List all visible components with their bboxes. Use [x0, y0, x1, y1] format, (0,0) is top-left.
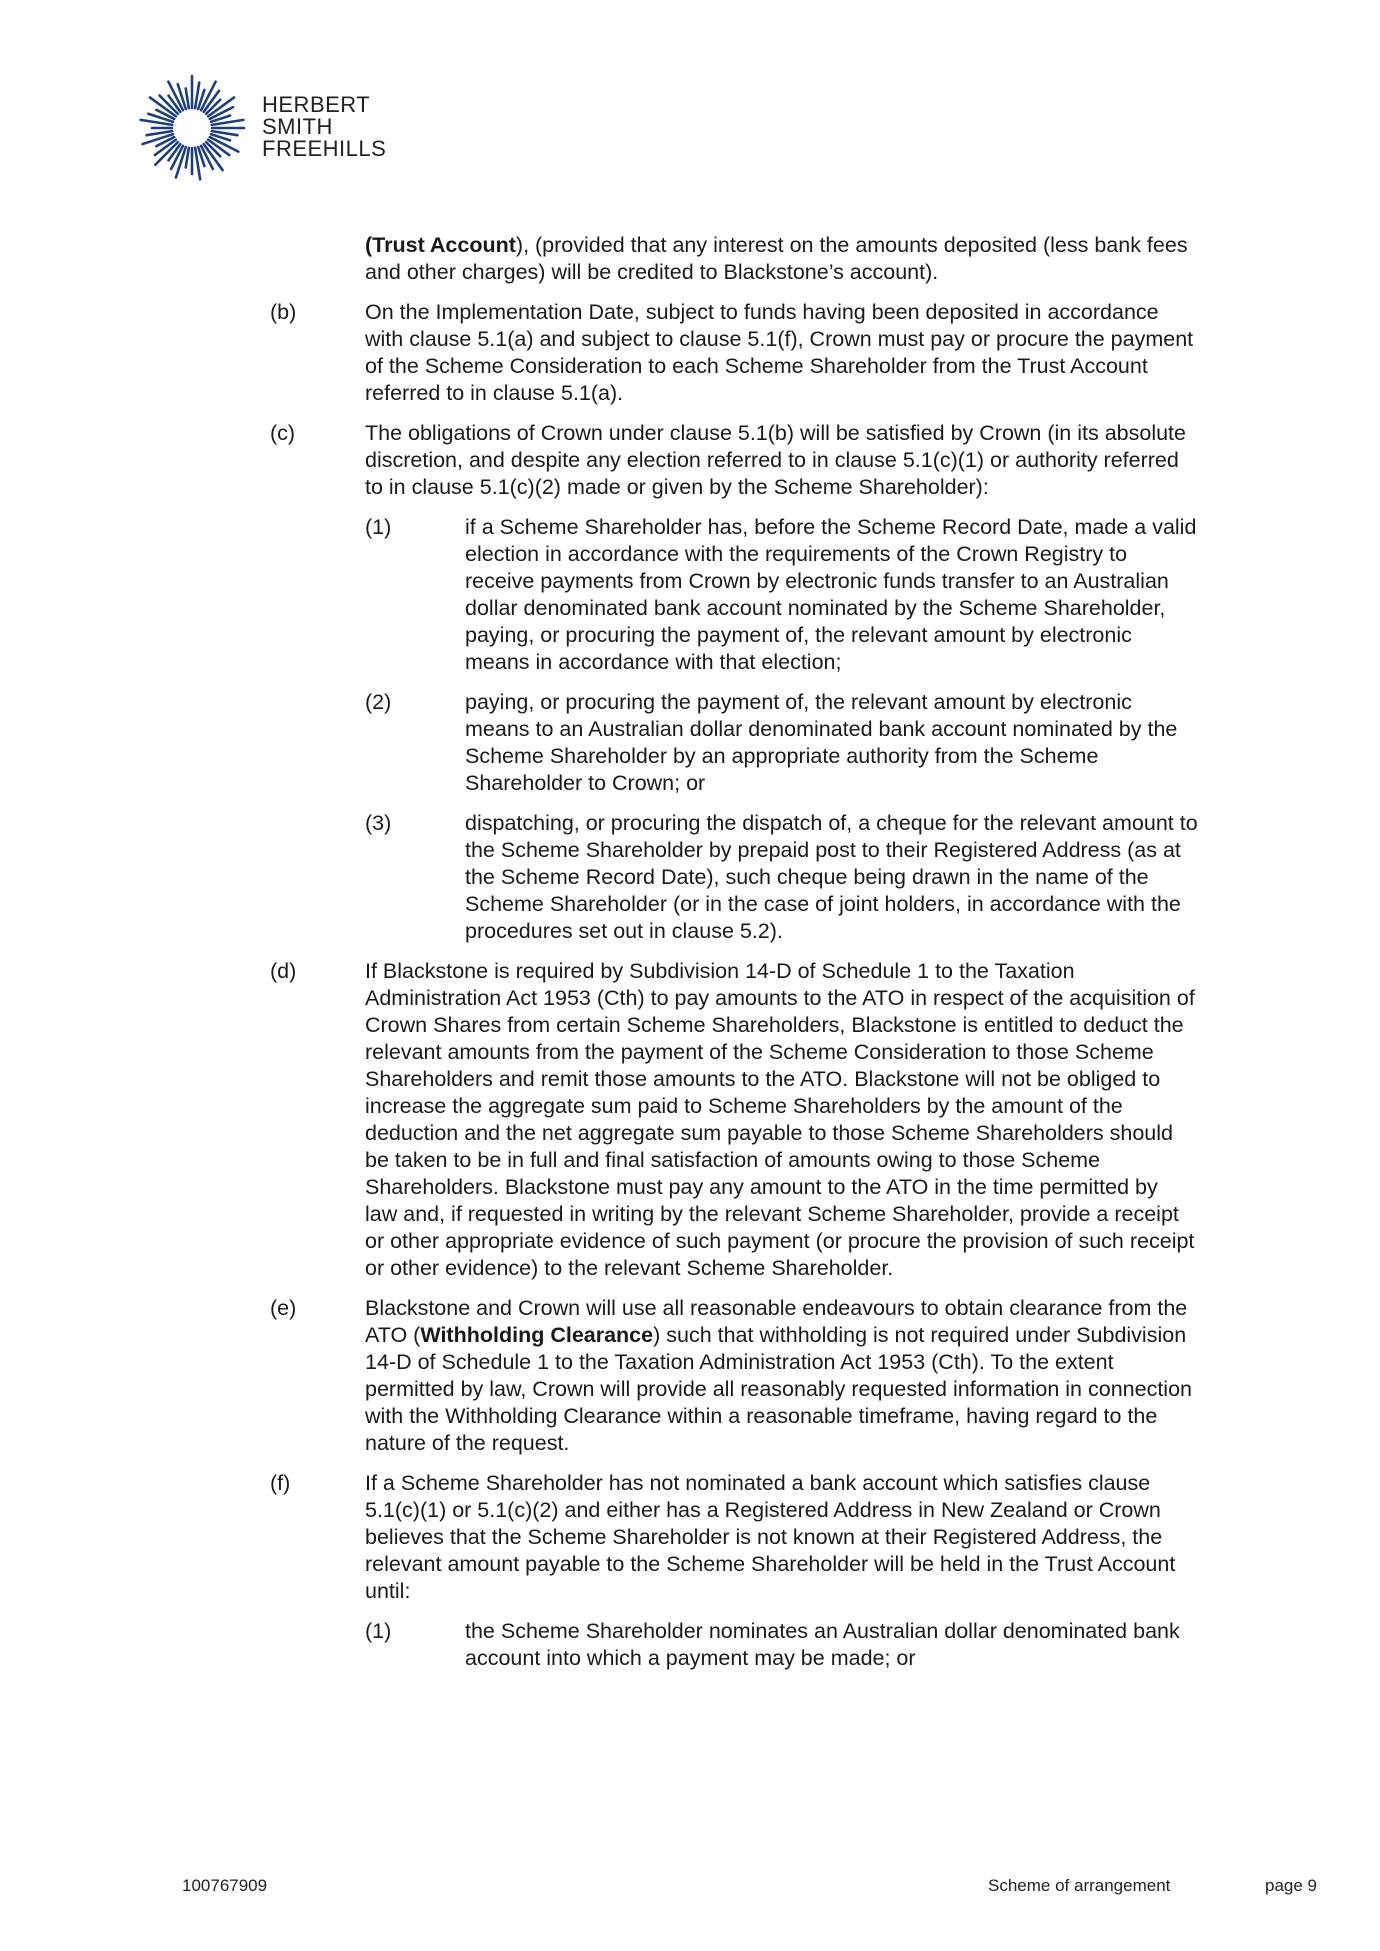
clause-paragraph	[0, 1295, 1195, 1457]
clause-paragraph	[0, 958, 1195, 1282]
clause-label: (d)	[270, 959, 297, 983]
clause-label: (3)	[365, 811, 392, 835]
clause-label: (c)	[270, 421, 296, 445]
clause-text: if a Scheme Shareholder has, before the Scheme Record Date, made a valid election in accordance with the requirements of the Crown Registry to receive payments from Crown by electronic funds transfer to an Australian dollar denominated bank account nominated by the Scheme Shareholder, paying, or procuring the payment of, the relevant amount by electronic means in accordance with that election;	[465, 515, 1197, 674]
clause-paragraph	[0, 1470, 1195, 1605]
clause-label: (f)	[270, 1471, 291, 1495]
firm-name-line-2: SMITH	[262, 114, 333, 139]
clause-text: paying, or procuring the payment of, the relevant amount by electronic means to an Australian dollar denominated bank account nominated by the Scheme Shareholder by an appropriate authority from the Scheme Shareholder to Crown; or	[465, 690, 1178, 795]
defined-term: (Trust Account	[365, 233, 516, 257]
firm-name	[262, 94, 386, 160]
clause-paragraph	[0, 810, 1200, 945]
document-number: 100767909	[182, 1876, 268, 1895]
clause-text: the Scheme Shareholder nominates an Australian dollar denominated bank account into which a payment may be made; or	[465, 1619, 1180, 1670]
clause-paragraph	[0, 299, 1195, 407]
clause-label: (1)	[365, 1619, 392, 1643]
clause-label: (b)	[270, 300, 297, 324]
clause-paragraph	[0, 1618, 1200, 1672]
clause-paragraph	[0, 514, 1200, 676]
clause-text: The obligations of Crown under clause 5.1(b) will be satisfied by Crown (in its absolute discretion, and despite any election referred to in clause 5.1(c)(1) or authority referred to in clause 5.1(c)(2) made or given by the Scheme Shareholder):	[365, 421, 1186, 499]
clause-text: If a Scheme Shareholder has not nominated a bank account which satisfies clause 5.1(c)(1) or 5.1(c)(2) and either has a Registered Address in New Zealand or Crown believes that the Scheme Shareholder is not known at their Registered Address, the relevant amount payable to the Scheme Shareholder will be held in the Trust Account until:	[365, 1471, 1176, 1603]
clause-label: (e)	[270, 1296, 297, 1320]
document-body	[0, 232, 1380, 1685]
clause-paragraph	[0, 232, 1195, 286]
clause-paragraph	[0, 420, 1195, 501]
clause-label: (2)	[365, 690, 392, 714]
clause-text: ) such that withholding is not required under Subdivision 14-D of Schedule 1 to the Taxation Administration Act 1953 (Cth). To the extent permitted by law, Crown will provide all reasonably requested information in connection with the Withholding Clearance within a reasonable timeframe, having regard to the nature of the request.	[365, 1323, 1192, 1455]
firm-name-line-3: FREEHILLS	[262, 136, 387, 161]
defined-term: Withholding Clearance	[420, 1323, 654, 1347]
page-number: page 9	[1265, 1876, 1317, 1895]
clause-text: ), (provided that any interest on the amounts deposited (less bank fees and other charges) will be credited to Blackstone’s account).	[365, 233, 1188, 284]
clause-text: If Blackstone is required by Subdivision 14-D of Schedule 1 to the Taxation Administration Act 1953 (Cth) to pay amounts to the ATO in respect of the acquisition of Crown Shares from certain Scheme Shareholders, Blackstone is entitled to deduct the relevant amounts from the payment of the Scheme Consideration to those Scheme Shareholders and remit those amounts to the ATO. Blackstone will not be obliged to increase the aggregate sum paid to Scheme Shareholders by the amount of the deduction and the net aggregate sum payable to those Scheme Shareholders should be taken to be in full and final satisfaction of amounts owing to those Scheme Shareholders. Blackstone must pay any amount to the ATO in the time permitted by law and, if requested in writing by the relevant Scheme Shareholder, provide a receipt or other appropriate evidence of such payment (or procure the provision of such receipt or other evidence) to the relevant Scheme Shareholder.	[365, 959, 1195, 1280]
clause-text: Blackstone and Crown will use all reasonable endeavours to obtain clearance from the ATO (	[365, 1296, 1188, 1347]
herbert-smith-freehills-logo-icon	[132, 68, 252, 188]
firm-name-line-1: HERBERT	[262, 92, 371, 117]
clause-paragraph	[0, 689, 1200, 797]
clause-text: On the Implementation Date, subject to funds having been deposited in accordance with clause 5.1(a) and subject to clause 5.1(f), Crown must pay or procure the payment of the Scheme Consideration to each Scheme Shareholder from the Trust Account referred to in clause 5.1(a).	[365, 300, 1194, 405]
clause-label: (1)	[365, 515, 392, 539]
clause-text: dispatching, or procuring the dispatch of, a cheque for the relevant amount to the Scheme Shareholder by prepaid post to their Registered Address (as at the Scheme Record Date), such cheque being drawn in the name of the Scheme Shareholder (or in the case of joint holders, in accordance with the procedures set out in clause 5.2).	[465, 811, 1198, 943]
document-title: Scheme of arrangement	[988, 1876, 1171, 1895]
